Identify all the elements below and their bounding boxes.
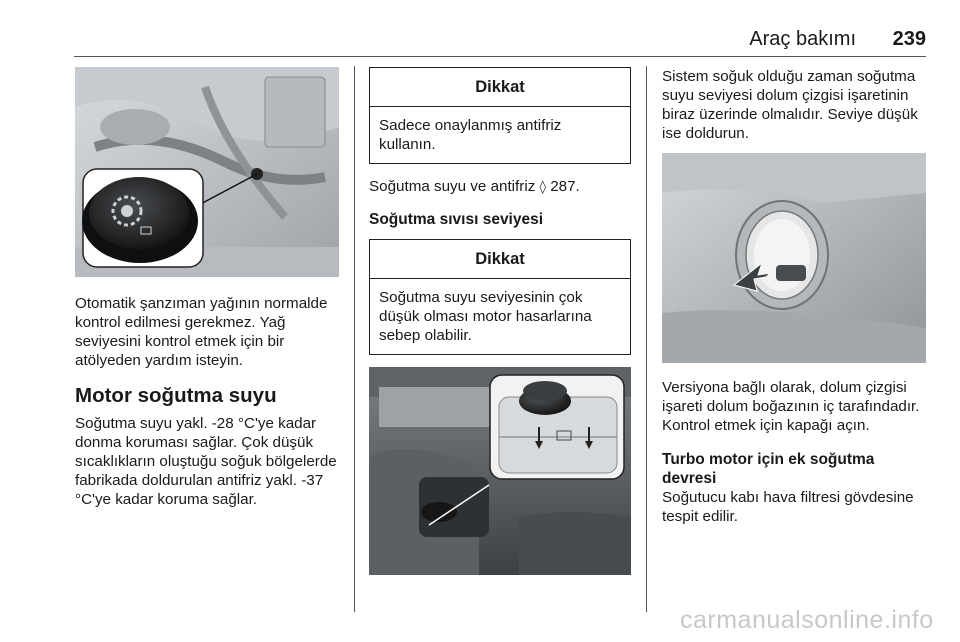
fill-line-location-text: Versiyona bağlı olarak, dolum çizgisi işareti dolum boğazının iç tarafındadır. Kontrol etmek için kapağı açın. <box>662 379 920 434</box>
subheading-turbo-cooling-circuit: Turbo motor için ek soğutma devresi <box>662 451 875 487</box>
warning-text: Sadece onaylanmış antifriz kullanın. <box>379 117 562 153</box>
header-title: Araç bakımı <box>749 28 856 50</box>
warning-box-coolant-level <box>369 239 631 355</box>
page-number: 239 <box>892 28 926 50</box>
turbo-reservoir-location-text: Soğutucu kabı hava filtresi gövdesine tespit edilir. <box>662 489 914 525</box>
warning-title: Dikkat <box>370 240 630 279</box>
column-1 <box>75 67 339 509</box>
filler-neck-photo <box>662 153 926 363</box>
coolant-reservoir-photo <box>369 367 631 575</box>
reference-text: Soğutma suyu ve antifriz <box>369 178 536 195</box>
column-3 <box>662 67 926 526</box>
coolant-protection-text: Soğutma suyu yakl. -28 °C'ye kadar donma koruması sağlar. Çok düşük sıcaklıkların oluştuğu soğuk bölgelerde fabrikada doldurulan antifriz yakl. -37 °C'ye kadar koruma sağlar. <box>75 415 337 508</box>
reference-page[interactable]: 287. <box>550 178 580 195</box>
page-header <box>74 26 926 56</box>
column-divider-2 <box>646 66 647 612</box>
warning-text: Soğutma suyu seviyesinin çok düşük olması motor hasarlarına sebep olabilir. <box>379 289 592 344</box>
column-divider-1 <box>354 66 355 612</box>
header-rule <box>74 56 926 57</box>
warning-box-antifreeze <box>369 67 631 164</box>
section-heading-engine-coolant: Motor soğutma suyu <box>75 384 277 407</box>
coolant-level-instructions: Sistem soğuk olduğu zaman soğutma suyu seviyesi dolum çizgisi işaretinin biraz üzerinde olmalıdır. Seviye düşük ise doldurun. <box>662 68 918 142</box>
column-2 <box>369 67 631 575</box>
warning-title: Dikkat <box>370 68 630 107</box>
cross-reference <box>369 177 631 197</box>
subheading-coolant-level: Soğutma sıvısı seviyesi <box>369 211 544 228</box>
transmission-oil-note: Otomatik şanzıman yağının normalde kontrol edilmesi gerekmez. Yağ seviyesini kontrol etmek için bir atölyeden yardım isteyin. <box>75 295 328 369</box>
page-reference-icon: ◊ <box>539 180 546 195</box>
watermark: carmanualsonline.info <box>680 606 934 634</box>
transmission-fluid-cap-photo <box>75 67 339 277</box>
